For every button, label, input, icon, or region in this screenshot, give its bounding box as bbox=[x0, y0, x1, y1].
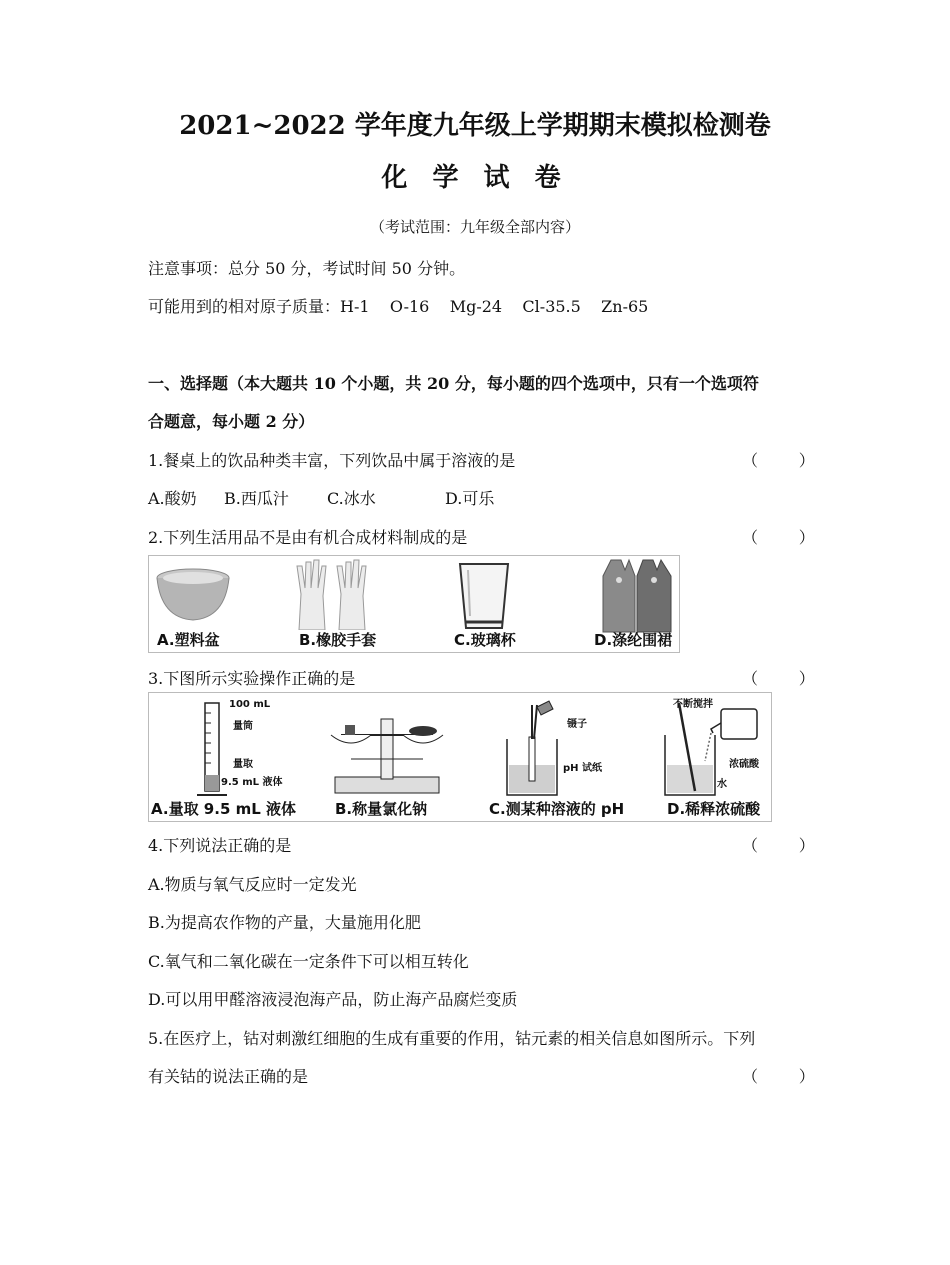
cylinder-take-label: 量取 bbox=[233, 759, 253, 770]
plastic-basin-image bbox=[153, 562, 233, 626]
q2-caption-c: C.玻璃杯 bbox=[454, 631, 516, 649]
q5-stem-line1: 5.在医疗上，钴对刺激红细胞的生成有重要的作用，钴元素的相关信息如图所示。下列 bbox=[148, 1029, 756, 1048]
q4-stem: 4.下列说法正确的是 bbox=[148, 836, 292, 855]
cylinder-capacity-label: 100 mL bbox=[229, 699, 271, 710]
exam-title: 2021~2022 学年度九年级上学期期末模拟检测卷 bbox=[179, 111, 771, 141]
q1-stem: 1.餐桌上的饮品种类丰富，下列饮品中属于溶液的是 bbox=[148, 451, 516, 470]
q1-answer-paren: （ ） bbox=[742, 451, 815, 470]
q1-option-d: D.可乐 bbox=[445, 489, 495, 508]
exam-notice: 注意事项：总分 50 分，考试时间 50 分钟。 bbox=[148, 259, 466, 278]
exam-subtitle: 化 学 试 卷 bbox=[381, 163, 569, 193]
rubber-gloves-image bbox=[289, 558, 379, 630]
q5-answer-paren: （ ） bbox=[742, 1067, 815, 1086]
q4-answer-paren: （ ） bbox=[742, 836, 815, 855]
q4-option-d: D.可以用甲醛溶液浸泡海产品，防止海产品腐烂变质 bbox=[148, 990, 518, 1009]
exam-scope: （考试范围：九年级全部内容） bbox=[369, 218, 580, 236]
q2-caption-a: A.塑料盆 bbox=[157, 631, 220, 649]
q5-stem-line2: 有关钴的说法正确的是 bbox=[148, 1067, 309, 1086]
q4-option-a: A.物质与氧气反应时一定发光 bbox=[148, 875, 357, 894]
atomic-masses: 可能用到的相对原子质量：H-1 O-16 Mg-24 Cl-35.5 Zn-65 bbox=[148, 297, 649, 316]
q1-option-b: B.西瓜汁 bbox=[224, 489, 289, 508]
q2-caption-b: B.橡胶手套 bbox=[299, 631, 377, 649]
tweezer-label: 镊子 bbox=[567, 719, 587, 730]
q3-answer-paren: （ ） bbox=[742, 669, 815, 688]
q3-caption-a: A.量取 9.5 mL 液体 bbox=[151, 800, 297, 818]
q2-figure bbox=[148, 555, 680, 653]
glass-cup-image bbox=[454, 560, 514, 632]
q3-caption-d: D.稀释浓硫酸 bbox=[667, 800, 761, 818]
stir-label: 不断搅拌 bbox=[673, 699, 713, 710]
cylinder-name-label: 量筒 bbox=[233, 721, 253, 732]
section-heading-line2: 合题意，每小题 2 分） bbox=[148, 412, 315, 431]
q3-stem: 3.下图所示实验操作正确的是 bbox=[148, 669, 356, 688]
balance-scale-image bbox=[327, 699, 447, 799]
section-heading-line1: 一、选择题（本大题共 10 个小题，共 20 分，每小题的四个选项中，只有一个选项符 bbox=[148, 374, 759, 393]
ph-test-image bbox=[501, 699, 581, 799]
dilution-image bbox=[655, 699, 765, 799]
ph-paper-label: pH 试纸 bbox=[563, 763, 603, 774]
q2-stem: 2.下列生活用品不是由有机合成材料制成的是 bbox=[148, 528, 468, 547]
cylinder-volume-label: 9.5 mL 液体 bbox=[221, 777, 283, 788]
q2-caption-d: D.涤纶围裙 bbox=[594, 631, 673, 649]
q4-option-b: B.为提高农作物的产量，大量施用化肥 bbox=[148, 913, 421, 932]
q3-figure bbox=[148, 692, 772, 822]
q3-caption-c: C.测某种溶液的 pH bbox=[489, 800, 625, 818]
q1-option-a: A.酸奶 bbox=[148, 489, 197, 508]
q1-option-c: C.冰水 bbox=[327, 489, 376, 508]
water-label: 水 bbox=[717, 779, 727, 790]
q4-option-c: C.氧气和二氧化碳在一定条件下可以相互转化 bbox=[148, 952, 469, 971]
q2-answer-paren: （ ） bbox=[742, 528, 815, 547]
q3-caption-b: B.称量氯化钠 bbox=[335, 800, 428, 818]
concentrated-acid-label: 浓硫酸 bbox=[729, 759, 759, 770]
polyester-apron-image bbox=[597, 556, 677, 634]
